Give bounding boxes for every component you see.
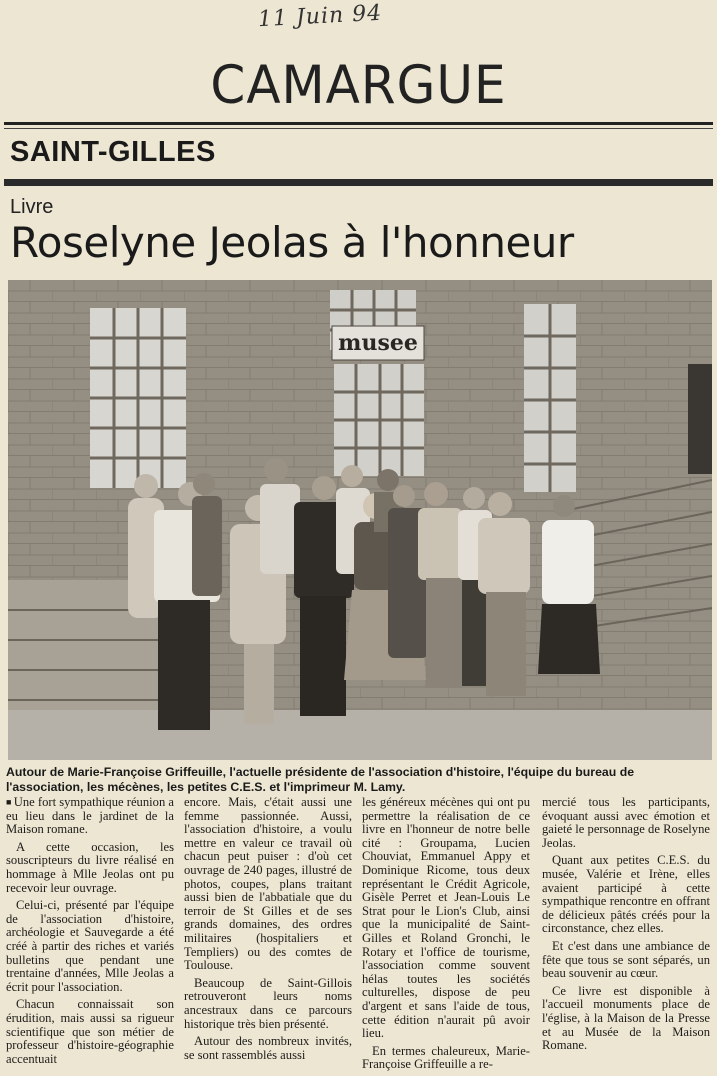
- article-body: [6, 795, 714, 1072]
- article-column-3: [362, 796, 530, 1076]
- paragraph: mercié tous les participants, évoquant aussi avec émotion et gaieté le personnage de Roselyne Jeolas.: [542, 795, 710, 850]
- handwritten-date: 11 Juin 94: [257, 0, 383, 33]
- photo-illustration: [8, 280, 712, 760]
- paragraph: A cette occasion, les souscripteurs du livre réalisé en hommage à Mlle Jeolas ont pu recevoir leur ouvrage.: [6, 839, 174, 895]
- group-photo: [8, 280, 712, 760]
- paragraph: Et c'est dans une ambiance de fête que tous se sont séparés, un beau souvenir au cœur.: [542, 938, 710, 981]
- paragraph: En termes chaleureux, Marie-Françoise Griffeuille a re-: [362, 1043, 530, 1072]
- ground: [8, 710, 712, 760]
- photo-caption: Autour de Marie-Françoise Griffeuille, l'actuelle présidente de l'association d'histoire, l'équipe du bureau de l'association, les mécènes, les petites C.E.S. et l'imprimeur M. Lamy.: [6, 765, 635, 794]
- section-title: CAMARGUE: [210, 54, 507, 116]
- paragraph-text: Une fort sympathique réunion a eu lieu dans le jardinet de la Maison romane.: [6, 795, 174, 837]
- heading-rule: [4, 179, 713, 186]
- bullet-icon: ■: [6, 797, 14, 807]
- window-center: [330, 290, 424, 476]
- paragraph: [6, 796, 174, 837]
- paragraph: les généreux mécènes qui ont pu permettre la réalisation de ce livre en l'honneur de notre belle cité : Groupama, Lucien Chouviat, Emmanuel Appy et Dominique Ricome, tous deux représentant le Crédit Agricole, Gisèle Perret et Jean-Louis Le Strat pour le Lion's Club, ainsi que la municipalité de Saint-Gilles et Roland Gronchi, le Rotary et l'office de tourisme, l'association comme souvent hélas toutes les sociétés culturelles, dispose de peu d'argent et sans l'aide de tous, cette édition n'aurait pû avoir lieu.: [362, 795, 530, 1041]
- window-left: [90, 308, 186, 488]
- article-column-4: [542, 796, 710, 1057]
- paragraph: Beaucoup de Saint-Gillois retrouveront leurs noms ancestraux dans ce parcours historique très bien présenté.: [184, 975, 352, 1031]
- kicker: Livre: [10, 196, 54, 218]
- article-column-2: [184, 796, 352, 1066]
- sign-text: musee: [338, 330, 418, 356]
- paragraph: Autour des nombreux invités, se sont rassemblés aussi: [184, 1034, 352, 1062]
- window-right: [524, 304, 576, 492]
- paragraph: encore. Mais, c'était aussi une femme passionnée. Aussi, l'association d'histoire, a voulu mettre en valeur ce travail où chacun peut puiser : d'où cet ouvrage de 240 pages, illustré de photos, coupes, plans traitant aussi bien de l'abbatiale que du terroir de St Gilles et de ses grands domaines, des ordres militaires (hospitaliers et Templiers) ou des comtes de Toulouse.: [184, 795, 352, 973]
- paragraph: Chacun connaissait son érudition, mais aussi sa rigueur scientifique que son métier de professeur d'histoire-géographie accentuait: [6, 997, 174, 1066]
- doorway: [688, 364, 712, 474]
- town-heading: SAINT-GILLES: [10, 136, 216, 168]
- paragraph: Quant aux petites C.E.S. du musée, Valérie et Irène, elles avaient participé à cette sympathique rencontre en offrant de délicieux pâtés créés pour la circonstance, chez elles.: [542, 853, 710, 936]
- paragraph: Ce livre est disponible à l'accueil monuments place de l'église, à la Maison de la Presse et au Musée de la Maison Romane.: [542, 983, 710, 1053]
- paragraph: Celui-ci, présenté par l'équipe de l'association d'histoire, archéologie et Sauvegarde a été créé à partir des riches et variés bulletins que pendant une trentaine d'années, Mlle Jeolas a écrit pour l'association.: [6, 898, 174, 994]
- musee-sign: [332, 326, 424, 360]
- top-rule: [4, 122, 713, 125]
- top-rule-thin: [4, 128, 713, 129]
- headline: Roselyne Jeolas à l'honneur: [10, 218, 574, 267]
- article-column-1: [6, 796, 174, 1070]
